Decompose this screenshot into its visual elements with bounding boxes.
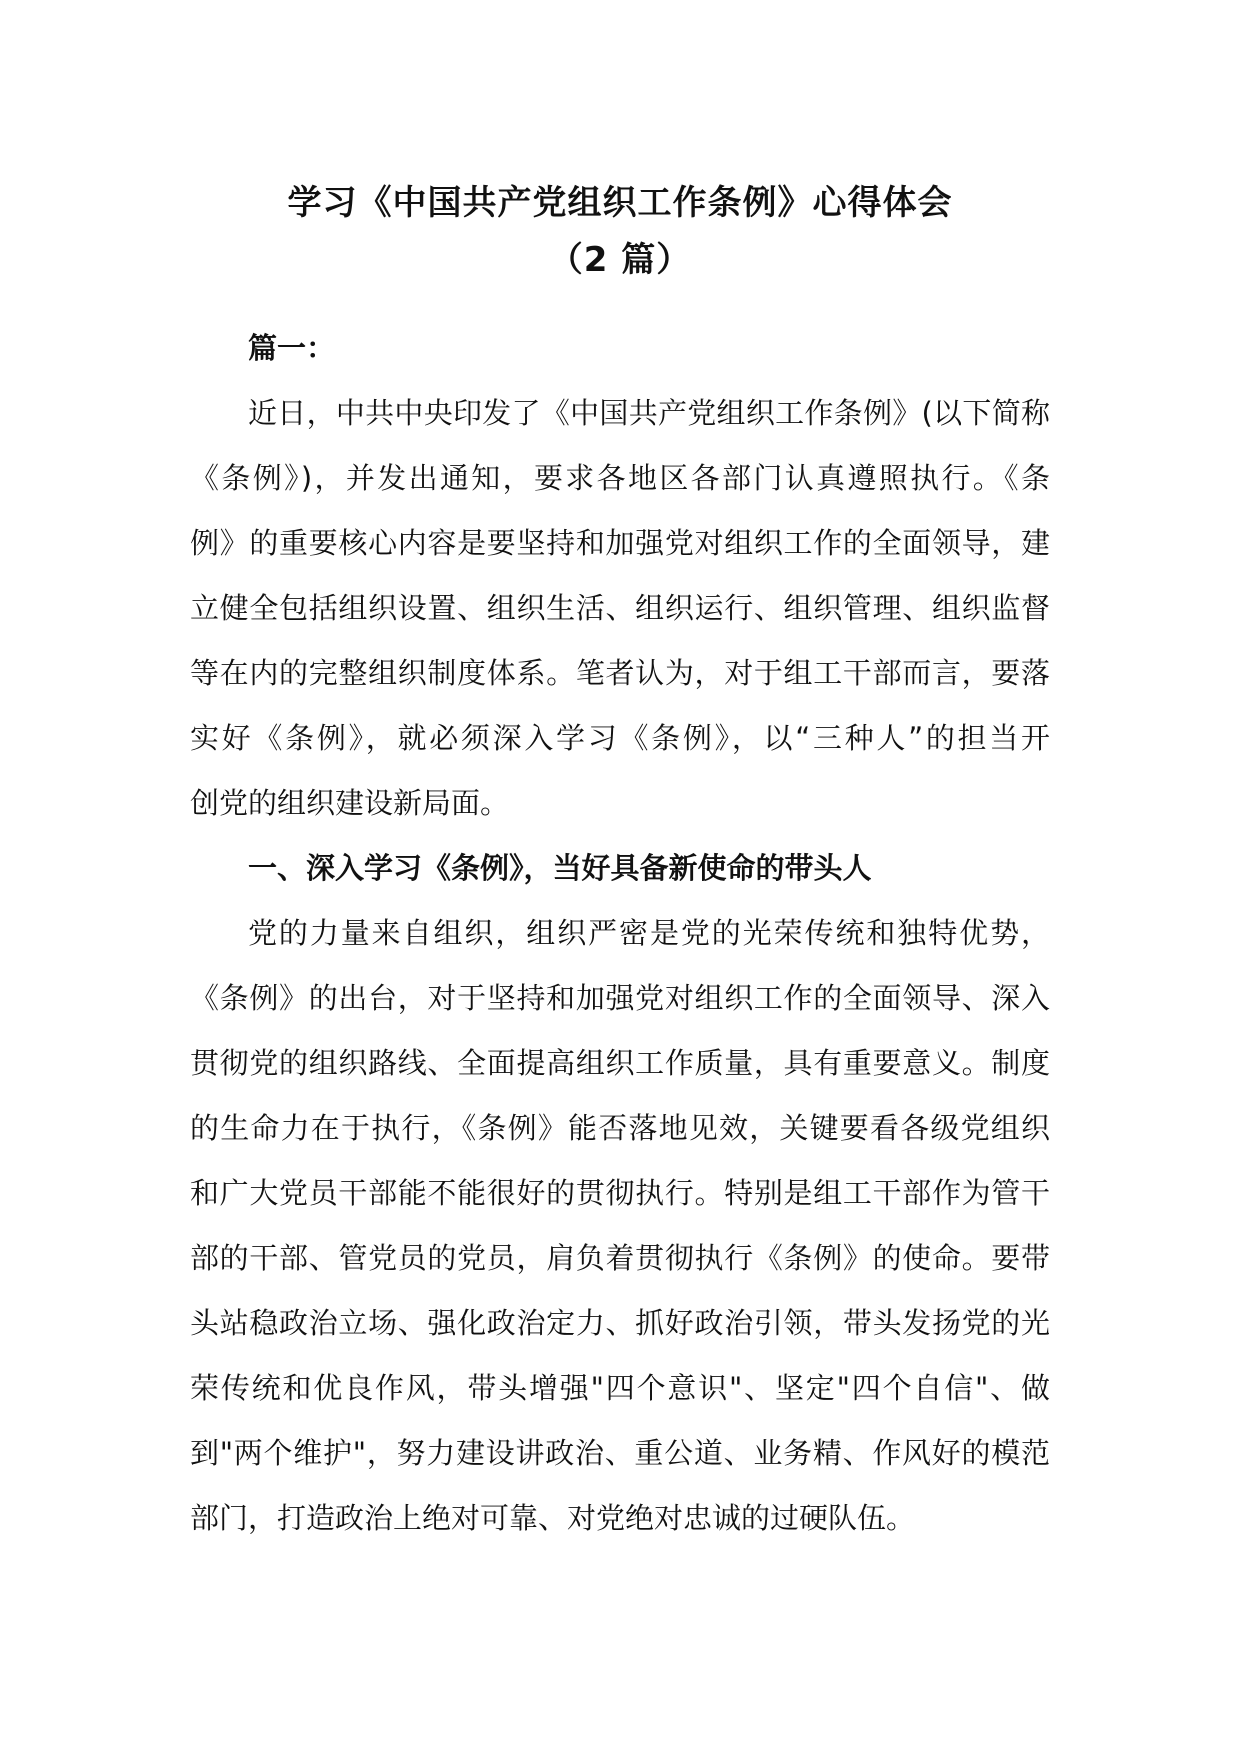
document-subtitle: （2 篇） <box>548 240 692 280</box>
section-heading: 一、深入学习《条例》，当好具备新使命的带头人 <box>248 851 872 885</box>
paragraph-line: 的生命力在于执行，《条例》能否落地见效，关键要看各级党组织 <box>190 1111 1050 1145</box>
document-title: 学习《中国共产党组织工作条例》心得体会 <box>287 183 953 223</box>
paragraph-line: 党的力量来自组织，组织严密是党的光荣传统和独特优势， <box>248 916 1050 950</box>
paragraph-line: 立健全包括组织设置、组织生活、组织运行、组织管理、组织监督 <box>190 591 1050 625</box>
paragraph-line: 实好《条例》，就必须深入学习《条例》，以“三种人”的担当开 <box>190 721 1050 755</box>
paragraph-line: 头站稳政治立场、强化政治定力、抓好政治引领，带头发扬党的光 <box>190 1306 1050 1340</box>
paragraph-line: 创党的组织建设新局面。 <box>190 786 510 820</box>
paragraph-line: 和广大党员干部能不能很好的贯彻执行。特别是组工干部作为管干 <box>190 1176 1050 1210</box>
paragraph-intro <box>190 381 1050 836</box>
document-body <box>190 316 1050 1551</box>
paragraph-line: 部的干部、管党员的党员，肩负着贯彻执行《条例》的使命。要带 <box>190 1241 1050 1275</box>
paragraph-line: 例》的重要核心内容是要坚持和加强党对组织工作的全面领导，建 <box>190 526 1050 560</box>
paragraph-line: 贯彻党的组织路线、全面提高组织工作质量，具有重要意义。制度 <box>190 1046 1050 1080</box>
paragraph-line: 荣传统和优良作风，带头增强"四个意识"、坚定"四个自信"、做 <box>190 1371 1050 1405</box>
paragraph-line: 到"两个维护"，努力建设讲政治、重公道、业务精、作风好的模范 <box>190 1436 1050 1470</box>
section-label: 篇一： <box>248 331 336 365</box>
paragraph-line: 《条例》)，并发出通知，要求各地区各部门认真遵照执行。《条 <box>190 461 1050 495</box>
paragraph-line: 部门，打造政治上绝对可靠、对党绝对忠诚的过硬队伍。 <box>190 1501 916 1535</box>
paragraph-line: 近日，中共中央印发了《中国共产党组织工作条例》(以下简称 <box>248 396 1050 430</box>
paragraph-section-one <box>190 901 1050 1551</box>
paragraph-line: 《条例》的出台，对于坚持和加强党对组织工作的全面领导、深入 <box>190 981 1050 1015</box>
paragraph-line: 等在内的完整组织制度体系。笔者认为，对于组工干部而言，要落 <box>190 656 1050 690</box>
